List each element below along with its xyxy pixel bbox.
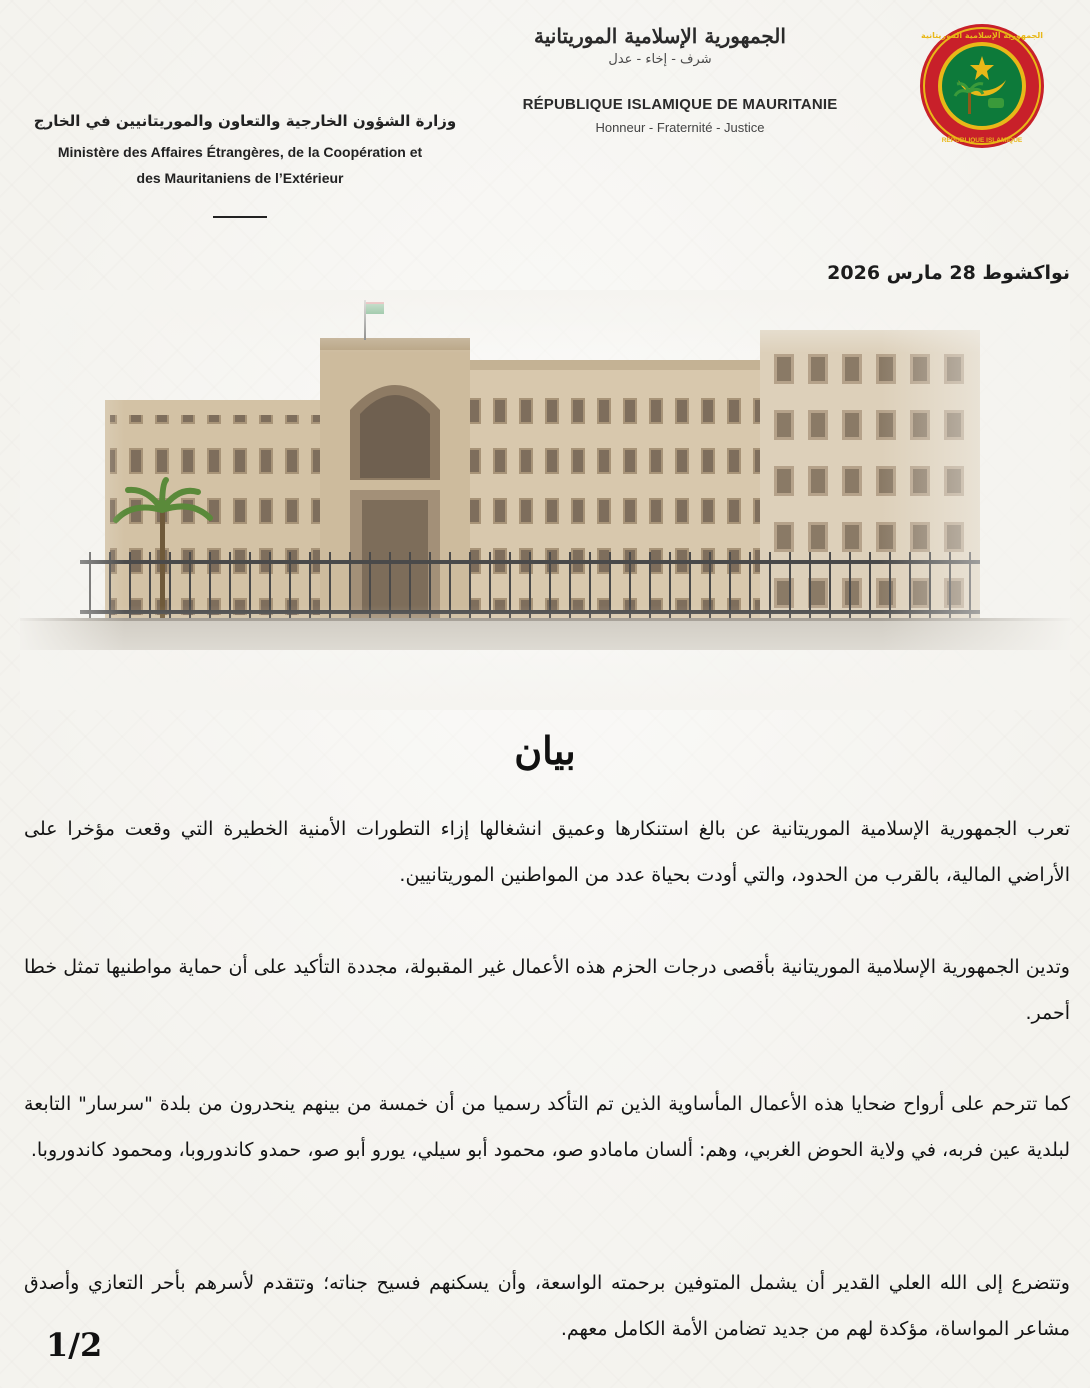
statement-title: بيان (514, 728, 576, 773)
paragraph-1: تعرب الجمهورية الإسلامية الموريتانية عن بالغ استنكارها وعميق انشغالها إزاء التطورات الأمنية الخطيرة التي وقعت مؤخرا على الأراضي المالية، بالقرب من الحدود، والتي أودت بحياة عدد من المواطنين الموريتانيين. (24, 818, 1070, 886)
svg-text:RÉPUBLIQUE ISLAMIQUE: RÉPUBLIQUE ISLAMIQUE (941, 137, 1023, 144)
french-republic-title: RÉPUBLIQUE ISLAMIQUE DE MAURITANIE (522, 96, 838, 113)
national-seal-icon (918, 22, 1046, 150)
ministry-french-line-2: des Mauritaniens de l’Extérieur (136, 170, 344, 186)
arabic-republic-title: الجمهورية الإسلامية الموريتانية (534, 24, 786, 48)
date-line: نواكشوط 28 مارس 2026 (827, 262, 1070, 284)
ministry-building-image (20, 290, 1070, 710)
ministry-french-line-1: Ministère des Affaires Étrangères, de la Coopération et (57, 144, 423, 160)
ministry-name-arabic: وزارة الشؤون الخارجية والتعاون والموريتانيين في الخارج (33, 112, 457, 130)
paragraph-3: كما تترحم على أرواح ضحايا هذه الأعمال المأساوية الذين تم التأكد رسميا من أن خمسة من بينهم ينحدرون من بلدة "سرسار" التابعة لبلدية عين فربه، في ولاية الحوض الغربي، وهم: ألسان مامادو صو، محمود أبو سيلي، يورو أبو صو، حمدو كاندوروبا، ومحمود كاندوروبا. (24, 1093, 1070, 1161)
arabic-motto: شرف - إخاء - عدل (608, 52, 712, 67)
paragraph-4: وتتضرع إلى الله العلي القدير أن يشمل المتوفين برحمته الواسعة، وأن يسكنهم فسيح جناته؛ وتتقدم لأسرهم بأحر التعازي وأصدق مشاعر المواساة، مؤكدة لهم من جديد تضامن الأمة الكامل معهم. (24, 1272, 1070, 1340)
divider (213, 216, 267, 218)
page-number: 1/2 (46, 1326, 103, 1364)
ministry-name-french (30, 139, 450, 191)
svg-text:الجمهورية الإسلامية الموريتاني: الجمهورية الإسلامية الموريتانية (920, 31, 1044, 40)
paragraph-2: وتدين الجمهورية الإسلامية الموريتانية بأقصى درجات الحزم هذه الأعمال غير المقبولة، مجددة التأكيد على أن حماية مواطنيها تمثل خطا أحمر. (24, 956, 1070, 1024)
french-motto: Honneur - Fraternité - Justice (595, 120, 765, 135)
